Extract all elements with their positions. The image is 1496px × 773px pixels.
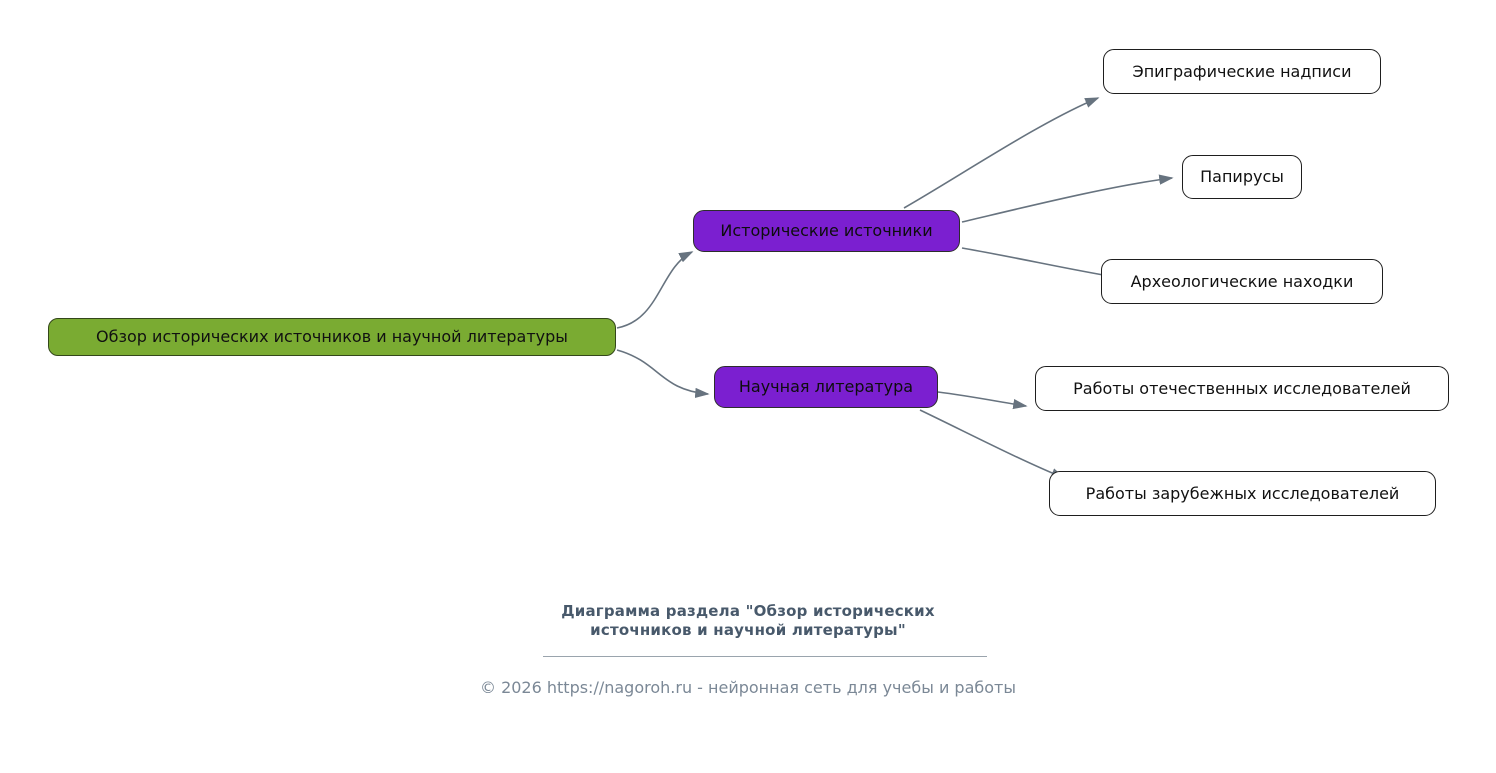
node-leaf-epigraphic-inscriptions[interactable] bbox=[1103, 49, 1381, 94]
node-root-label: Обзор исторических источников и научной литературы bbox=[96, 327, 568, 347]
node-leaf-domestic-researchers-label: Работы отечественных исследователей bbox=[1073, 378, 1411, 398]
node-leaf-papyri[interactable] bbox=[1182, 155, 1302, 199]
node-branch-scientific-literature[interactable] bbox=[714, 366, 938, 408]
node-root[interactable] bbox=[48, 318, 616, 356]
node-leaf-archaeological-finds-label: Археологические находки bbox=[1130, 271, 1354, 291]
edge-sources-to-epigraphy bbox=[904, 98, 1098, 208]
node-branch-historical-sources-label: Исторические источники bbox=[720, 221, 933, 241]
node-branch-historical-sources[interactable] bbox=[693, 210, 960, 252]
node-leaf-epigraphic-inscriptions-label: Эпиграфические надписи bbox=[1132, 61, 1352, 81]
diagram-caption-line-2: источников и научной литературы" bbox=[590, 620, 906, 639]
footer-credit: © 2026 https://nagoroh.ru - нейронная сеть для учебы и работы bbox=[479, 678, 1016, 697]
caption-divider bbox=[543, 656, 987, 657]
node-branch-scientific-literature-label: Научная литература bbox=[738, 377, 914, 397]
node-leaf-papyri-label: Папирусы bbox=[1200, 167, 1284, 187]
node-leaf-domestic-researchers[interactable] bbox=[1035, 366, 1449, 411]
edge-literature-to-foreign bbox=[920, 410, 1064, 478]
node-leaf-archaeological-finds[interactable] bbox=[1101, 259, 1383, 304]
node-leaf-foreign-researchers-label: Работы зарубежных исследователей bbox=[1085, 483, 1400, 503]
diagram-caption bbox=[0, 602, 1496, 640]
diagram-caption-line-1: Диаграмма раздела "Обзор исторических bbox=[561, 602, 935, 620]
edge-sources-to-papyrus bbox=[962, 178, 1172, 222]
edge-literature-to-domestic bbox=[938, 392, 1026, 406]
edge-root-to-sources bbox=[617, 252, 692, 328]
node-leaf-foreign-researchers[interactable] bbox=[1049, 471, 1436, 516]
edge-root-to-literature bbox=[617, 350, 708, 394]
